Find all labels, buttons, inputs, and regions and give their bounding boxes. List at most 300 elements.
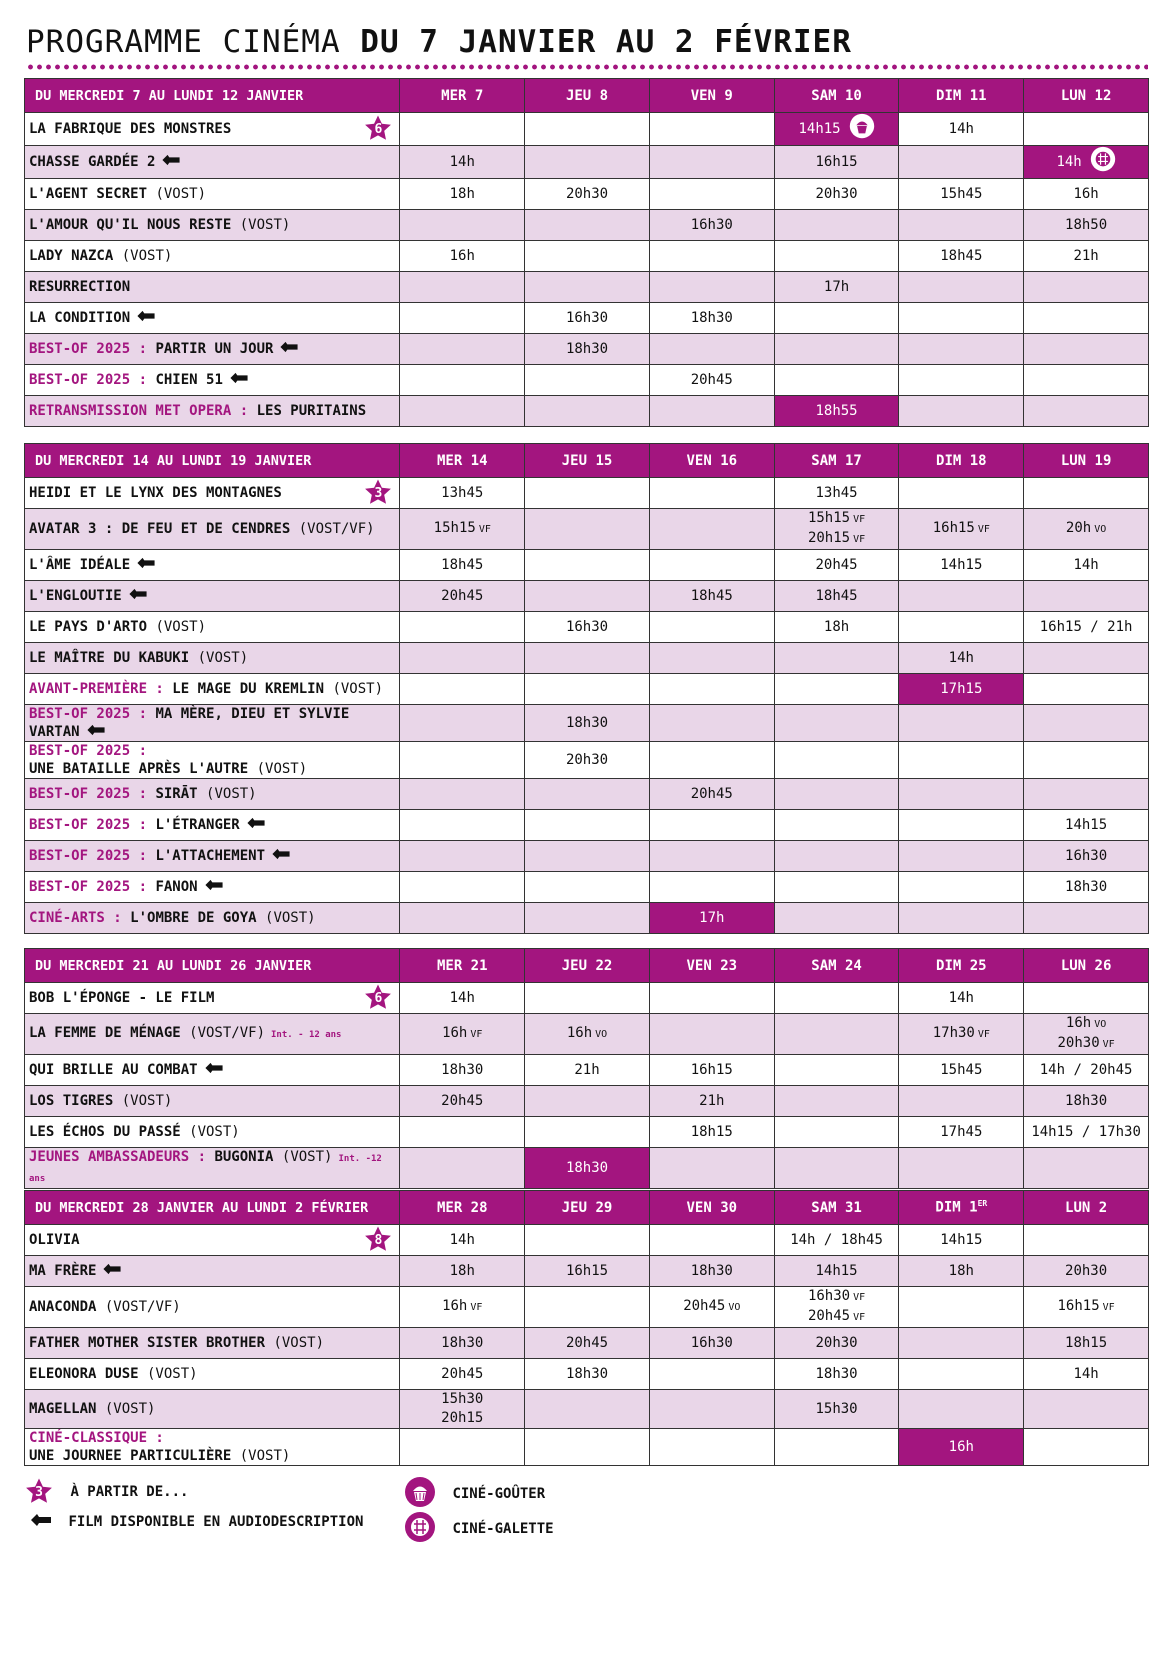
film-title — [25, 334, 400, 365]
showtime: 20h45 — [774, 550, 899, 581]
showtime — [649, 841, 774, 872]
film-title — [25, 1390, 400, 1429]
table-row — [25, 643, 1149, 674]
showtime — [525, 478, 650, 509]
language-tag: VF — [977, 524, 990, 535]
day-header: VEN 23 — [649, 949, 774, 983]
age-restriction: Int. -12 ans — [29, 1154, 382, 1184]
showtime — [899, 146, 1024, 179]
showtime — [899, 365, 1024, 396]
day-header: DIM 25 — [899, 949, 1024, 983]
showtime — [525, 272, 650, 303]
version-note: (VOST/VF) — [180, 1025, 266, 1041]
showtime — [525, 210, 650, 241]
showtime: 20h30 — [774, 179, 899, 210]
table-row — [25, 210, 1149, 241]
version-note: (VOST) — [96, 1401, 156, 1417]
showtime — [649, 983, 774, 1014]
version-note: (VOST) — [147, 186, 207, 202]
showtime: 14h / 20h45 — [1024, 1055, 1149, 1086]
film-name: PARTIR UN JOUR — [155, 341, 274, 357]
showtime: 13h45 — [774, 478, 899, 509]
film-name: ELEONORA DUSE — [29, 1366, 139, 1382]
showtime — [649, 674, 774, 705]
film-name: MAGELLAN — [29, 1401, 97, 1417]
showtime: 18h — [899, 1256, 1024, 1287]
showtime — [1024, 365, 1149, 396]
showtime — [525, 1117, 650, 1148]
showtime: 17h — [649, 903, 774, 934]
film-name: MA MÈRE, DIEU ET SYLVIE VARTAN — [29, 706, 350, 740]
audiodescription-icon — [229, 371, 249, 389]
program-label: BEST-OF 2025 : — [29, 848, 148, 864]
language-tag: VO — [1094, 524, 1107, 535]
table-row — [25, 1390, 1149, 1429]
showtime: 14h — [1024, 146, 1149, 179]
film-name: CHIEN 51 — [155, 372, 223, 388]
film-title — [25, 742, 400, 779]
age-restriction: Int. - 12 ans — [271, 1030, 342, 1040]
language-tag: VF — [853, 534, 866, 545]
showtime: 14h — [400, 146, 525, 179]
table-row — [25, 146, 1149, 179]
page-title — [26, 24, 852, 60]
cupcake-icon — [404, 1476, 436, 1512]
showtime — [899, 303, 1024, 334]
day-header: MER 28 — [400, 1191, 525, 1225]
day-header: VEN 30 — [649, 1191, 774, 1225]
day-header: LUN 2 — [1024, 1191, 1149, 1225]
title-light: PROGRAMME CINÉMA — [26, 24, 341, 60]
showtime — [899, 1148, 1024, 1189]
film-title — [25, 179, 400, 210]
showtime: 16h VF — [400, 1014, 525, 1055]
showtime: 18h15 — [649, 1117, 774, 1148]
showtime: 17h45 — [899, 1117, 1024, 1148]
header-row — [25, 949, 1149, 983]
showtime: 14h — [400, 1225, 525, 1256]
version-note: (VOST) — [231, 1448, 291, 1464]
week-header: DU MERCREDI 21 AU LUNDI 26 JANVIER — [25, 949, 400, 983]
showtime: 14h — [1024, 550, 1149, 581]
table-row — [25, 1287, 1149, 1328]
showtime — [899, 1359, 1024, 1390]
showtime — [649, 179, 774, 210]
showtime: 14h15 — [774, 1256, 899, 1287]
film-name: L'ATTACHEMENT — [155, 848, 266, 864]
program-label: RETRANSMISSION MET OPERA : — [29, 403, 249, 419]
showtime — [525, 581, 650, 612]
film-name: QUI BRILLE AU COMBAT — [29, 1062, 198, 1078]
table-row — [25, 983, 1149, 1014]
day-header: VEN 16 — [649, 444, 774, 478]
showtime — [899, 581, 1024, 612]
film-title — [25, 1148, 400, 1189]
showtime: 21h — [525, 1055, 650, 1086]
day-header: LUN 19 — [1024, 444, 1149, 478]
showtime — [649, 113, 774, 146]
program-label: BEST-OF 2025 : — [29, 372, 148, 388]
title-bold: DU 7 JANVIER AU 2 FÉVRIER — [360, 24, 852, 60]
showtime — [1024, 779, 1149, 810]
showtime — [649, 241, 774, 272]
table-row — [25, 841, 1149, 872]
film-title — [25, 1287, 400, 1328]
showtime: 18h50 — [1024, 210, 1149, 241]
showtime: 18h30 — [400, 1328, 525, 1359]
showtime: 16h30 — [525, 303, 650, 334]
film-title — [25, 612, 400, 643]
showtime — [1024, 983, 1149, 1014]
version-note: (VOST) — [231, 217, 291, 233]
showtime: 18h30 — [649, 1256, 774, 1287]
showtime: 18h45 — [649, 581, 774, 612]
showtime: 18h30 — [774, 1359, 899, 1390]
showtime — [774, 983, 899, 1014]
showtime: 15h45 — [899, 1055, 1024, 1086]
day-header: JEU 29 — [525, 1191, 650, 1225]
program-label: AVANT-PREMIÈRE : — [29, 681, 164, 697]
showtime — [649, 1148, 774, 1189]
day-header: MER 14 — [400, 444, 525, 478]
showtime — [400, 872, 525, 903]
version-note: (VOST) — [113, 1093, 173, 1109]
film-title — [25, 113, 400, 146]
day-header: SAM 10 — [774, 79, 899, 113]
language-tag: VF — [470, 1302, 483, 1313]
showtime — [525, 674, 650, 705]
showtime — [1024, 903, 1149, 934]
showtime: 14h15 / 17h30 — [1024, 1117, 1149, 1148]
star-icon: 3 — [24, 1477, 54, 1507]
showtime — [400, 1117, 525, 1148]
showtime — [649, 1359, 774, 1390]
day-header: DIM 1ER — [899, 1191, 1024, 1225]
film-name: L'ÉTRANGER — [155, 817, 240, 833]
film-title — [25, 810, 400, 841]
film-title — [25, 581, 400, 612]
showtime — [525, 1225, 650, 1256]
program-label: CINÉ-ARTS : — [29, 910, 122, 926]
audiodescription-icon — [102, 1262, 122, 1280]
audiodescription-icon — [30, 1513, 52, 1531]
showtime — [525, 550, 650, 581]
table-row — [25, 872, 1149, 903]
showtime — [899, 742, 1024, 779]
film-name: MA FRÈRE — [29, 1263, 97, 1279]
showtime: 14h — [899, 983, 1024, 1014]
showtime: 15h15 VF 20h15 VF — [774, 509, 899, 550]
showtime: 14h15 — [899, 550, 1024, 581]
showtime — [525, 643, 650, 674]
table-row — [25, 478, 1149, 509]
film-title — [25, 1086, 400, 1117]
showtime: 17h15 — [899, 674, 1024, 705]
showtime: 18h30 — [525, 705, 650, 742]
showtime: 16h15 VF — [899, 509, 1024, 550]
film-name: LA CONDITION — [29, 310, 131, 326]
film-name: AVATAR 3 : DE FEU ET DE CENDRES — [29, 521, 291, 537]
film-name: ANACONDA — [29, 1299, 97, 1315]
table-row — [25, 241, 1149, 272]
version-note: (VOST/VF) — [96, 1299, 181, 1315]
film-name: LE PAYS D'ARTO — [29, 619, 148, 635]
legend-galette: CINÉ-GALETTE — [404, 1511, 554, 1547]
film-title — [25, 241, 400, 272]
showtime — [774, 1014, 899, 1055]
film-name: LOS TIGRES — [29, 1093, 114, 1109]
header-row — [25, 444, 1149, 478]
film-name: UNE JOURNEE PARTICULIÈRE — [29, 1448, 232, 1464]
audiodescription-icon — [136, 556, 156, 574]
showtime — [899, 841, 1024, 872]
showtime — [899, 612, 1024, 643]
showtime: 18h45 — [899, 241, 1024, 272]
showtime: 18h45 — [774, 581, 899, 612]
film-name: UNE BATAILLE APRÈS L'AUTRE — [29, 761, 249, 777]
table-row — [25, 179, 1149, 210]
week-table — [24, 1190, 1149, 1466]
day-header: SAM 31 — [774, 1191, 899, 1225]
film-title — [25, 1055, 400, 1086]
showtime: 16h15 — [649, 1055, 774, 1086]
film-title — [25, 705, 400, 742]
showtime — [899, 872, 1024, 903]
showtime: 18h30 — [649, 303, 774, 334]
film-title — [25, 643, 400, 674]
table-row — [25, 1328, 1149, 1359]
showtime — [400, 1148, 525, 1189]
showtime — [1024, 272, 1149, 303]
film-name: LADY NAZCA — [29, 248, 114, 264]
audiodescription-icon — [128, 587, 148, 605]
galette-icon — [404, 1511, 436, 1547]
header-row — [25, 1191, 1149, 1225]
program-label: BEST-OF 2025 : — [29, 786, 148, 802]
showtime: 18h55 — [774, 396, 899, 427]
version-note: (VOST) — [324, 681, 384, 697]
version-note: (VOST) — [256, 910, 316, 926]
week-header: DU MERCREDI 14 AU LUNDI 19 JANVIER — [25, 444, 400, 478]
showtime — [774, 1148, 899, 1189]
showtime — [400, 365, 525, 396]
table-row — [25, 113, 1149, 146]
showtime — [899, 1390, 1024, 1429]
version-note: (VOST) — [113, 248, 173, 264]
showtime: 13h45 — [400, 478, 525, 509]
language-tag: VF — [1102, 1039, 1115, 1050]
showtime — [899, 1086, 1024, 1117]
showtime: 20h45 — [400, 1086, 525, 1117]
showtime — [649, 550, 774, 581]
language-tag: VO — [595, 1029, 608, 1040]
showtime: 18h30 — [1024, 872, 1149, 903]
film-name: FATHER MOTHER SISTER BROTHER — [29, 1335, 266, 1351]
showtime — [649, 643, 774, 674]
showtime: 14h15 — [899, 1225, 1024, 1256]
week-header: DU MERCREDI 28 JANVIER AU LUNDI 2 FÉVRIER — [25, 1191, 400, 1225]
showtime — [525, 241, 650, 272]
language-tag: VF — [977, 1029, 990, 1040]
film-title — [25, 1117, 400, 1148]
film-title — [25, 365, 400, 396]
table-row — [25, 779, 1149, 810]
table-row — [25, 334, 1149, 365]
audiodescription-icon — [161, 153, 181, 171]
showtime: 16h30 — [649, 1328, 774, 1359]
showtime — [1024, 1390, 1149, 1429]
showtime — [899, 334, 1024, 365]
film-title — [25, 872, 400, 903]
showtime — [899, 1287, 1024, 1328]
table-row — [25, 365, 1149, 396]
table-row — [25, 705, 1149, 742]
language-tag: VF — [470, 1029, 483, 1040]
showtime: 14h — [400, 983, 525, 1014]
table-row — [25, 1014, 1149, 1055]
showtime — [525, 1086, 650, 1117]
showtime — [899, 779, 1024, 810]
film-name: LA FABRIQUE DES MONSTRES — [29, 121, 232, 137]
showtime — [1024, 303, 1149, 334]
film-name: HEIDI ET LE LYNX DES MONTAGNES — [29, 485, 282, 501]
film-name: SIRĀT — [155, 786, 198, 802]
showtime: 20h45 — [400, 581, 525, 612]
language-tag: VF — [478, 524, 491, 535]
audiodescription-icon — [204, 878, 224, 896]
audiodescription-icon — [246, 816, 266, 834]
showtime — [899, 1328, 1024, 1359]
day-header: JEU 15 — [525, 444, 650, 478]
table-row — [25, 810, 1149, 841]
film-title — [25, 1256, 400, 1287]
showtime: 17h — [774, 272, 899, 303]
film-name: L'OMBRE DE GOYA — [130, 910, 257, 926]
day-header: MER 21 — [400, 949, 525, 983]
film-name: LE MAGE DU KREMLIN — [172, 681, 325, 697]
table-row — [25, 303, 1149, 334]
showtime — [774, 303, 899, 334]
showtime — [400, 903, 525, 934]
showtime — [649, 1429, 774, 1466]
program-label: CINÉ-CLASSIQUE : — [29, 1430, 164, 1446]
showtime — [525, 983, 650, 1014]
showtime — [649, 334, 774, 365]
table-row — [25, 272, 1149, 303]
film-title — [25, 1429, 400, 1466]
showtime: 16h — [1024, 179, 1149, 210]
film-name: L'AMOUR QU'IL NOUS RESTE — [29, 217, 232, 233]
showtime: 16h — [400, 241, 525, 272]
showtime — [774, 1055, 899, 1086]
table-row — [25, 903, 1149, 934]
showtime: 20h30 — [525, 179, 650, 210]
showtime: 18h45 — [400, 550, 525, 581]
showtime — [774, 872, 899, 903]
showtime — [899, 810, 1024, 841]
showtime — [400, 841, 525, 872]
showtime: 16h15 / 21h — [1024, 612, 1149, 643]
showtime: 16h15 VF — [1024, 1287, 1149, 1328]
showtime: 20h30 — [774, 1328, 899, 1359]
showtime: 18h30 — [525, 334, 650, 365]
showtime — [899, 705, 1024, 742]
showtime: 16h VO 20h30 VF — [1024, 1014, 1149, 1055]
film-name: LE MAÎTRE DU KABUKI — [29, 650, 190, 666]
showtime: 18h30 — [1024, 1086, 1149, 1117]
showtime — [400, 643, 525, 674]
version-note: (VOST) — [147, 619, 207, 635]
table-row — [25, 1359, 1149, 1390]
showtime: 15h45 — [899, 179, 1024, 210]
showtime — [525, 810, 650, 841]
film-title — [25, 841, 400, 872]
showtime — [774, 705, 899, 742]
version-note: (VOST) — [189, 650, 249, 666]
showtime: 15h30 — [774, 1390, 899, 1429]
day-header: SAM 24 — [774, 949, 899, 983]
showtime — [525, 113, 650, 146]
table-row — [25, 742, 1149, 779]
film-title — [25, 303, 400, 334]
showtime — [1024, 705, 1149, 742]
program-label: BEST-OF 2025 : — [29, 341, 148, 357]
day-header: JEU 22 — [525, 949, 650, 983]
film-name: L'ENGLOUTIE — [29, 588, 122, 604]
showtime — [774, 810, 899, 841]
showtime: 14h15 — [774, 113, 899, 146]
showtime — [400, 779, 525, 810]
table-row — [25, 1148, 1149, 1189]
showtime: 21h — [649, 1086, 774, 1117]
audiodescription-icon — [204, 1061, 224, 1079]
day-header: LUN 26 — [1024, 949, 1149, 983]
day-header: VEN 9 — [649, 79, 774, 113]
table-row — [25, 1225, 1149, 1256]
table-row — [25, 550, 1149, 581]
film-title — [25, 272, 400, 303]
showtime — [899, 396, 1024, 427]
showtime — [400, 705, 525, 742]
galette-icon — [1090, 146, 1116, 178]
showtime — [774, 241, 899, 272]
showtime — [525, 903, 650, 934]
showtime — [400, 396, 525, 427]
showtime — [400, 674, 525, 705]
showtime: 18h30 — [400, 1055, 525, 1086]
day-header: SAM 17 — [774, 444, 899, 478]
showtime: 20h45 VO — [649, 1287, 774, 1328]
showtime: 20h45 — [525, 1328, 650, 1359]
showtime — [525, 779, 650, 810]
version-note: (VOST) — [180, 1124, 240, 1140]
program-label: BEST-OF 2025 : — [29, 706, 148, 722]
showtime: 16h30 — [525, 612, 650, 643]
showtime — [649, 509, 774, 550]
film-name: LES PURITAINS — [256, 403, 367, 419]
table-row — [25, 581, 1149, 612]
program-label: JEUNES AMBASSADEURS : — [29, 1149, 207, 1165]
showtime — [525, 365, 650, 396]
showtime — [1024, 478, 1149, 509]
showtime — [649, 1225, 774, 1256]
showtime — [774, 643, 899, 674]
showtime — [774, 841, 899, 872]
showtime: 20h VO — [1024, 509, 1149, 550]
showtime — [1024, 396, 1149, 427]
table-row — [25, 674, 1149, 705]
showtime — [649, 1390, 774, 1429]
